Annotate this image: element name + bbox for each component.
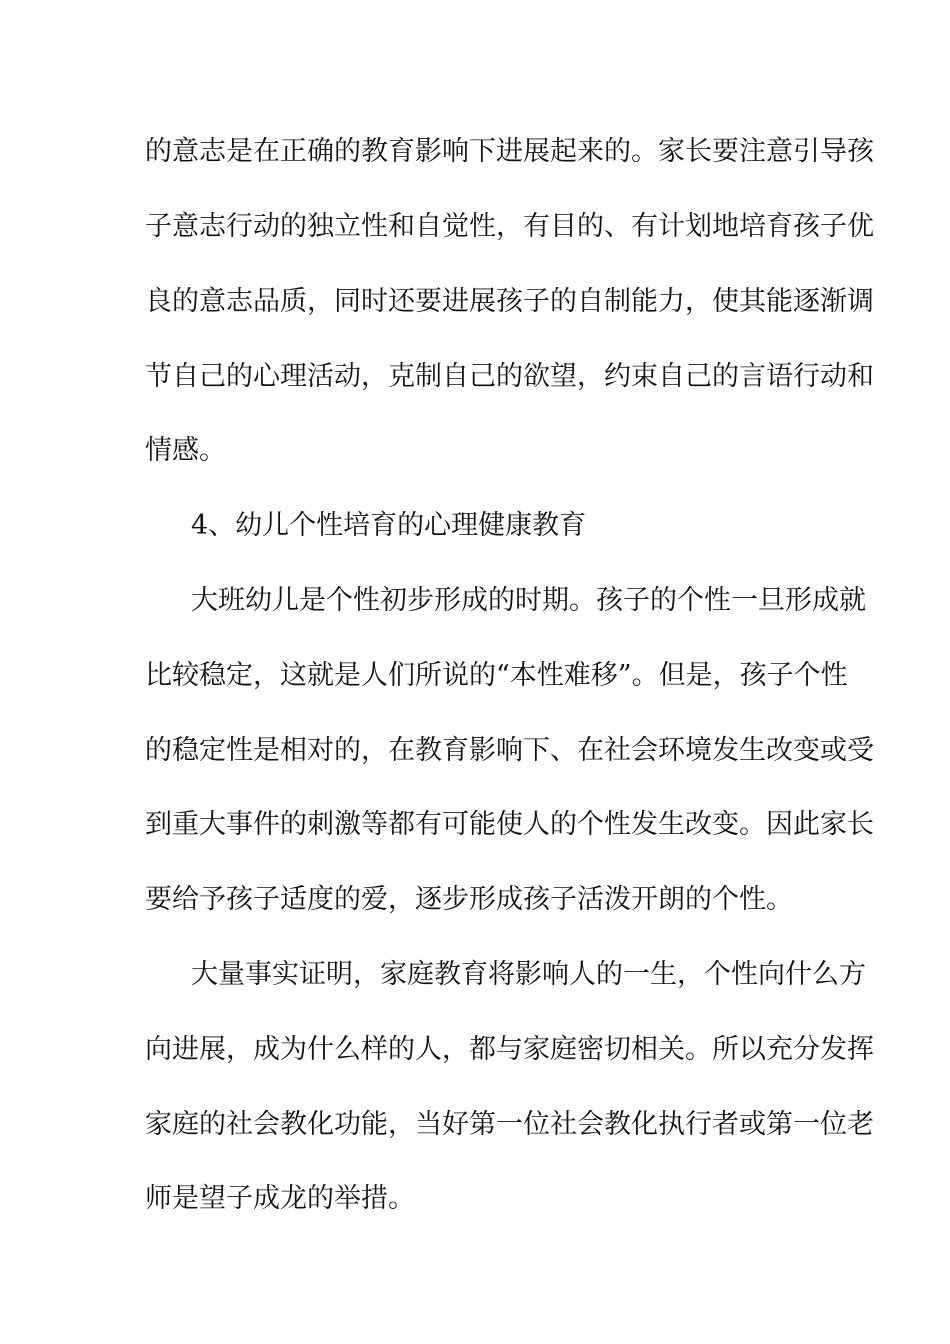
text-line: 大班幼儿是个性初步形成的时期。孩子的个性一旦形成就 [191, 585, 866, 616]
text-line: 向进展，成为什么样的人，都与家庭密切相关。所以充分发挥 [145, 1034, 874, 1065]
section-heading: 4、幼儿个性培育的心理健康教育 [191, 510, 587, 541]
text-line: 大量事实证明，家庭教育将影响人的一生，个性向什么方 [191, 959, 866, 990]
text-line: 节自己的心理活动，克制自己的欲望，约束自己的言语行动和 [145, 361, 874, 392]
text-line: 比较稳定，这就是人们所说的“本性难移”。但是，孩子个性 [145, 660, 848, 691]
text-line: 的意志是在正确的教育影响下进展起来的。家长要注意引导孩 [145, 136, 874, 167]
text-line: 的稳定性是相对的，在教育影响下、在社会环境发生改变或受 [145, 735, 874, 766]
text-line: 情感。 [145, 435, 226, 466]
text-line: 良的意志品质，同时还要进展孩子的自制能力，使其能逐渐调 [145, 286, 874, 317]
text-line: 到重大事件的刺激等都有可能使人的个性发生改变。因此家长 [145, 809, 874, 840]
text-line: 家庭的社会教化功能，当好第一位社会教化执行者或第一位老 [145, 1109, 874, 1140]
text-line: 子意志行动的独立性和自觉性，有目的、有计划地培育孩子优 [145, 211, 874, 242]
text-line: 师是望子成龙的举措。 [145, 1183, 415, 1214]
text-line: 要给予孩子适度的爱，逐步形成孩子活泼开朗的个性。 [145, 884, 793, 915]
